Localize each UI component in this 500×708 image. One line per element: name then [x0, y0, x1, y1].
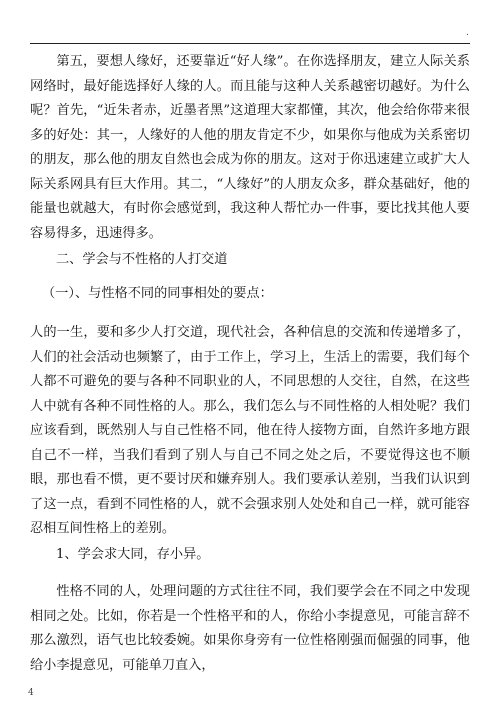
paragraph-differences: 性格不同的人，处理问题的方式往往不同，我们要学会在不同之中发现相同之处。比如，你若是一个性格平和的人，你给小李提意见，可能言辞不那么激烈，语气也比较委婉。如果你身旁有一位性格刚强而倔强的同事，他给小李提意见，可能单刀直入， — [30, 584, 470, 673]
paragraph-fifth: 第五，要想人缘好，还要靠近“好人缘”。在你选择朋友，建立人际关系网络时，最好能选择好人缘的人。而且能与这种人关系越密切越好。为什么呢？首先，“近朱者赤，近墨者黑”这道理大家都懂，其次，他会给你带来很多的好处：其一，人缘好的人他的朋友肯定不少，如果你与他成为关系密切的朋友，那么他的朋友自然也会成为你的朋友。这对于你迅速建立或扩大人际关系网具有巨大作用。其二，“人缘好”的人朋友众多，群众基础好，他的能量也就越大，有时你会感觉到，我这种人帮忙办一件事，要比找其他人要容易得多，迅速得多。 — [30, 54, 470, 241]
subsection-heading: （一）、与性格不同的同事相处的要点： — [42, 286, 273, 301]
point-heading: 1、学会求大同，存小异。 — [56, 547, 210, 562]
section-heading: 二、学会与不性格的人打交道 — [56, 252, 228, 267]
footer-mark: 4 — [28, 688, 34, 698]
header-rule — [30, 43, 470, 44]
header-mark: . — [466, 28, 469, 38]
paragraph-life: 人的一生，要和多少人打交道，现代社会，各种信息的交流和传递增多了，人们的社会活动也频繁了，由于工作上，学习上，生活上的需要，我们每个人都不可避免的要与各种不同职业的人，不同思想的人交往，自然，在这些人中就有各种不同性格的人。那么，我们怎么与不同性格的人相处呢？我们应该看到，既然别人与自己性格不同，他在待人接物方面，自然许多地方跟自己不一样，当我们看到了别人与自己不同之处之后，不要觉得这也不顺眼，那也看不惯，更不要讨厌和嫌弃别人。我们要承认差别，当我们认识到了这一点，看到不同性格的人，就不会强求别人处处和自己一样，就可能容忍相互间性格上的差别。 — [30, 325, 470, 536]
